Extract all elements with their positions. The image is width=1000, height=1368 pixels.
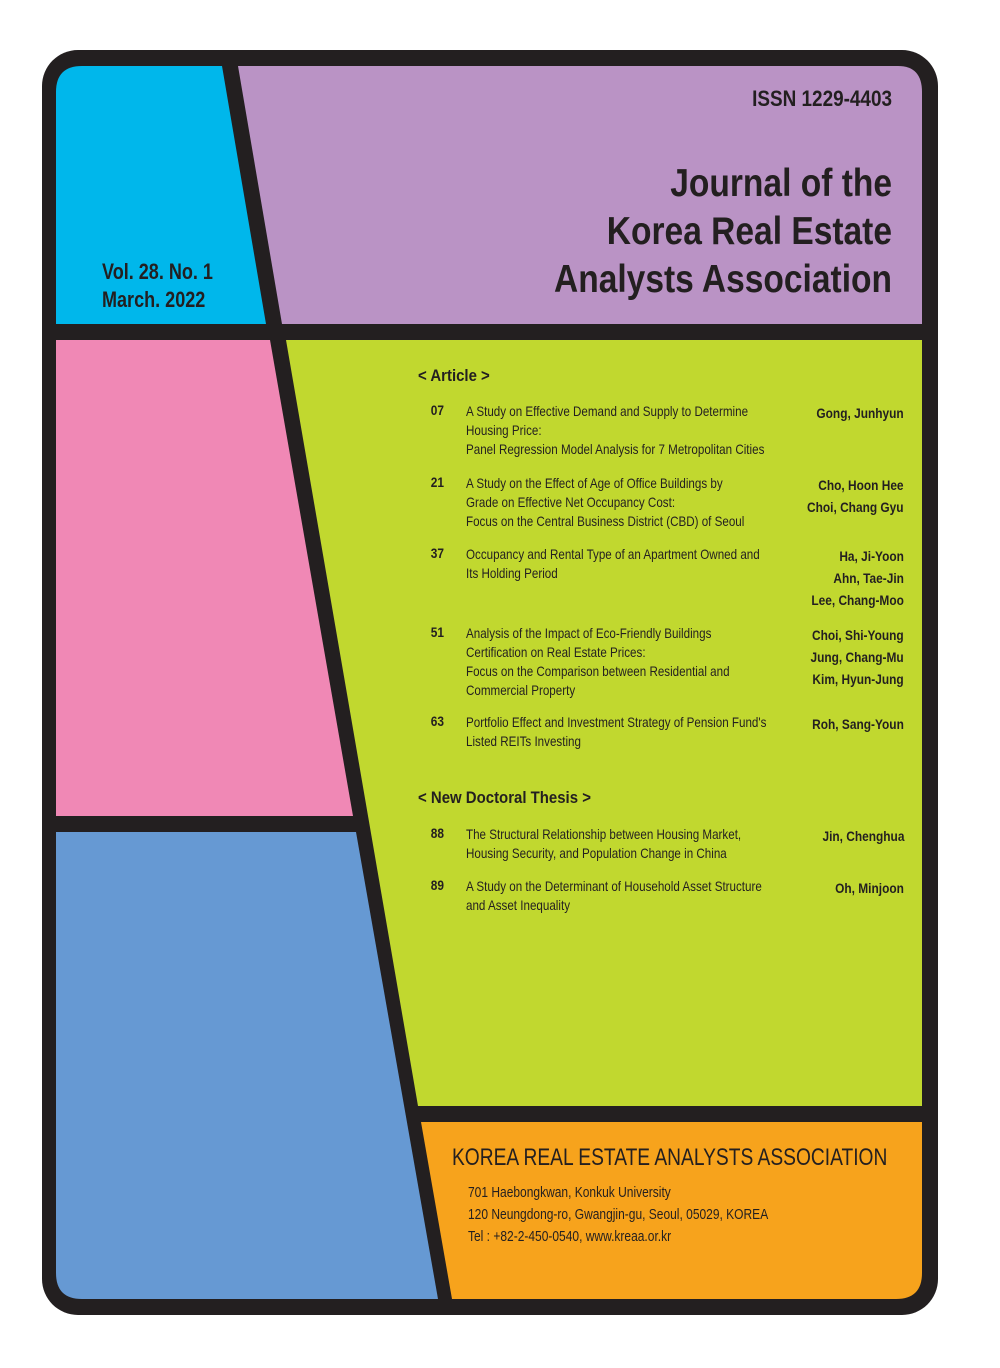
author-name: Jung, Chang-Mu bbox=[810, 649, 904, 665]
author-name: Gong, Junhyun bbox=[816, 405, 904, 421]
issue-date: March. 2022 bbox=[102, 287, 206, 312]
author-name: Lee, Chang-Moo bbox=[811, 592, 904, 608]
author-name: Choi, Shi-Young bbox=[812, 627, 904, 643]
title-line: Journal of the bbox=[670, 162, 892, 205]
author-name: Choi, Chang Gyu bbox=[807, 499, 904, 515]
article-authors bbox=[812, 713, 904, 735]
thesis-title: The Structural Relationship between Housing Market, Housing Security, and Population Change in China bbox=[466, 826, 742, 861]
article-title: Occupancy and Rental Type of an Apartment Owned and Its Holding Period bbox=[466, 546, 760, 581]
article-title: Portfolio Effect and Investment Strategy of Pension Fund's Listed REITs Investing bbox=[466, 714, 767, 749]
thesis-section-heading: < New Doctoral Thesis > bbox=[418, 788, 591, 807]
author-name: Ha, Ji-Yoon bbox=[839, 548, 904, 564]
article-page: 51 bbox=[430, 624, 444, 640]
article-authors bbox=[817, 402, 904, 424]
author-name: Cho, Hoon Hee bbox=[818, 477, 904, 493]
issn-number: ISSN 1229-4403 bbox=[752, 86, 892, 111]
article-authors bbox=[811, 624, 904, 690]
article-title: A Study on the Effect of Age of Office Buildings by Grade on Effective Net Occupancy Cost: Focus on the Central Business District (CBD) of Seoul bbox=[466, 475, 745, 529]
thesis-authors bbox=[822, 825, 904, 847]
thesis-title: A Study on the Determinant of Household Asset Structure and Asset Inequality bbox=[466, 878, 762, 913]
address-line: 120 Neungdong-ro, Gwangjin-gu, Seoul, 05029, KOREA bbox=[468, 1206, 769, 1223]
author-name: Ahn, Tae-Jin bbox=[833, 570, 904, 586]
article-title: A Study on Effective Demand and Supply to Determine Housing Price: Panel Regression Model Analysis for 7 Metropolitan Cities bbox=[466, 403, 765, 457]
article-page: 07 bbox=[430, 402, 444, 418]
issue-info bbox=[102, 258, 213, 314]
thesis-page: 89 bbox=[430, 877, 444, 893]
journal-title bbox=[469, 160, 892, 304]
publisher-address bbox=[468, 1182, 768, 1248]
thesis-page: 88 bbox=[430, 825, 444, 841]
article-authors bbox=[807, 474, 904, 518]
author-name: Jin, Chenghua bbox=[822, 828, 904, 844]
author-name: Roh, Sang-Youn bbox=[812, 716, 904, 732]
address-line: 701 Haebongkwan, Konkuk University bbox=[468, 1184, 671, 1201]
thesis-authors bbox=[835, 877, 904, 899]
article-page: 63 bbox=[430, 713, 444, 729]
article-title: Analysis of the Impact of Eco-Friendly Buildings Certification on Real Estate Prices: Focus on the Comparison between Residential and Commercial Property bbox=[466, 625, 730, 698]
volume-number: Vol. 28. No. 1 bbox=[102, 259, 213, 284]
article-authors bbox=[811, 545, 904, 611]
address-line: Tel : +82-2-450-0540, www.kreaa.or.kr bbox=[468, 1228, 672, 1245]
article-page: 21 bbox=[430, 474, 444, 490]
author-name: Oh, Minjoon bbox=[835, 880, 904, 896]
publisher-name: KOREA REAL ESTATE ANALYSTS ASSOCIATION bbox=[452, 1144, 888, 1171]
article-page: 37 bbox=[430, 545, 444, 561]
title-line: Korea Real Estate bbox=[606, 210, 892, 253]
article-section-heading: < Article > bbox=[418, 366, 490, 385]
title-line: Analysts Association bbox=[554, 258, 892, 301]
author-name: Kim, Hyun-Jung bbox=[812, 671, 904, 687]
